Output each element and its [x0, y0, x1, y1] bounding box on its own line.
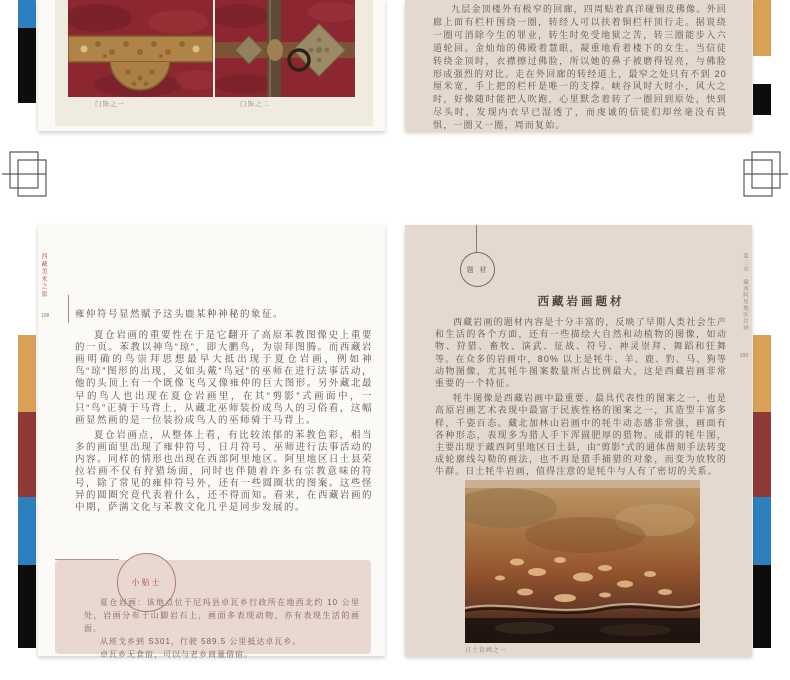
- tip-paragraph: 从班戈乡到 S301，行驶 589.5 公里抵达卓瓦乡。: [100, 637, 302, 646]
- paragraph: 牦牛图像是西藏岩画中最重要、最具代表性的图案之一，也是高原岩画艺术表现中最富于民族性格的图案之一，其造型丰富多样，千姿百态。藏北加林山岩画中的牦牛动态感非常强，画面有各种形态，表现多为猎人手下浑圆肥厚的猎物。成群的牦牛图，主要出现于藏西阿里地区日土县，由“剪影”式的通体凿刻手法转变成轮廓线勾勒的画法，也不再是猎手捕猎的对象，而变为放牧的牛群。日土牦牛岩画，值得注意的是牦牛与人有了密切的关系。: [435, 393, 727, 477]
- door-ornament-photo-2: [215, 0, 355, 97]
- paragraph: 夏仓岩画的重要性在于是它翻开了高原苯教图像史上重要的一页。苯教以神鸟“琼”，即大鹏鸟，为崇拜图腾。而西藏岩画明确的鸟崇拜思想最早大抵出现于夏仓岩画，例如神鸟“琼”图形的出现，又如头戴“鸟冠”的巫师在进行法事活动，他的头顶上有一个既像飞鸟又像雍仲的巨大图形。另外藏北最早的鸟人也出现在夏仓岩画里，在其“剪影”式画面中，一只“鸟”正骑于马背上，从藏北巫师装扮成鸟人的习俗看，这幅画显然画的是一位装扮成鸟人的巫师骑于马背上。: [75, 330, 373, 426]
- photo-caption-1: 门饰之一: [95, 101, 125, 108]
- section-marker-rule: [476, 225, 477, 252]
- color-bar-top-left-blue: [18, 0, 36, 28]
- color-bar-top-right-black: [753, 84, 771, 115]
- color-bar-top-left-black: [18, 28, 36, 103]
- paragraph: 雍仲符号显然赋予这头鹿某种神秘的象征。: [75, 309, 285, 320]
- page-top-right: [405, 0, 752, 131]
- tip-text-block: [84, 596, 360, 661]
- body-text-block: [433, 3, 727, 132]
- paragraph: 九层金顶楼外有极窄的回廊，四周贴着真洋碰锡皮佛像。外回廊上面有栏杆围绕一圈，转经人可以扶着铜栏杆顶行走。据说绕一圈可消除今生的罪业，转生时免受地狱之苦，转三圈能步入六道轮回。金灿灿的佛殿着慧眼，凝重地看着楼下的女生。当信徒转绕金顶时，衣襟擦过佛脸，所以她的鼻子被磨得锃亮，与佛脸形成强烈的对比。走在外回廊的转经道上，最窄之处只有不到 20 厘米宽，手上把的栏杆是唯一的支撑。峡谷风时大时小，风大之时，好像随时能把人吹跑，心里默念着转了一圈回到原处，快到尽头时，发现内衣早已湿透了，而虔诚的信徒们却丝毫没有畏惧，一圈又一圈，周而复始。: [433, 4, 727, 131]
- page-number: 199: [739, 353, 748, 359]
- section-marker-badge: [460, 252, 495, 287]
- section-marker-label: 题 材: [466, 266, 489, 274]
- margin-running-title: 西藏美术之旅: [40, 253, 46, 298]
- page-bottom-left: [38, 225, 385, 659]
- color-bar-top-right-tan: [753, 0, 771, 56]
- margin-chapter-title: 第三章 藏西阿里地区岩画: [742, 253, 748, 331]
- page-number: 198: [41, 313, 50, 319]
- tip-paragraph: 夏仓岩画：该地点位于尼玛县卓瓦乡行政所在地西北约 10 公里处，岩画分布于山脚岩石上，画面多表现动物，亦有表现生活的画面。: [84, 598, 360, 633]
- tip-paragraph: 卓瓦乡无食宿，可以与老乡商量借宿。: [100, 650, 253, 659]
- color-bar-bottom-left-black: [18, 565, 36, 648]
- body-text-block: [75, 309, 373, 515]
- body-text-block: [435, 316, 727, 478]
- rock-art-photo: [465, 480, 700, 643]
- paragraph: 西藏岩画的题材内容是十分丰富的，反映了早期人类社会生产和生活的各个方面，还有一些描绘大自然和动植物的图像，如动物、狩猎、畜牧、演武、征战、符号、神灵崇拜、舞蹈和狂舞等。在众多的岩画中，80% 以上是牦牛、羊、鹿、豹、马、狗等动物图像，尤其牦牛图案数量所占比例最大，这是西藏岩画非常重要的一个特征。: [435, 317, 727, 389]
- door-ornament-photo-1: [68, 0, 213, 97]
- page-top-left: [38, 0, 385, 131]
- color-bar-bottom-right-black: [753, 565, 771, 648]
- color-bar-bottom-right-blue: [753, 497, 771, 565]
- registration-mark-right-icon: [742, 144, 788, 206]
- section-title: 西藏岩画题材: [537, 296, 625, 308]
- paragraph: 夏仓岩画点，从整体上看，有比较浓郁的苯教色彩，相当多的画面里出现了雍仲符号、日月符号、巫师进行法事活动的内容。同样的情形也出现在西部阿里地区。阿里地区日土县荣拉岩画不仅有狩猎场面，同时也伴随着许多有宗教意味的符号，除了常见的雍仲符号外，还有一些圆圈状的图案。这些怪异的圆圈究竟代表着什么，还不得而知。看来，在西藏岩画的中期，萨满文化与苯教文化几乎是同步发展的。: [75, 429, 373, 514]
- photo-panel: [55, 0, 373, 126]
- color-bar-bottom-left-maroon: [18, 412, 36, 497]
- color-bar-bottom-left-tan: [18, 335, 36, 412]
- color-bar-bottom-right-maroon: [753, 412, 771, 497]
- decorative-rule: [68, 295, 69, 323]
- registration-mark-left-icon: [2, 144, 48, 206]
- color-bar-bottom-left-blue: [18, 497, 36, 565]
- photo-caption-2: 门饰之二: [240, 101, 270, 108]
- page-bottom-right: [405, 225, 752, 656]
- rock-art-photo-caption: 日土岩画之一: [465, 648, 508, 654]
- tip-badge-label: 小贴士: [131, 578, 162, 587]
- color-bar-bottom-right-tan: [753, 335, 771, 412]
